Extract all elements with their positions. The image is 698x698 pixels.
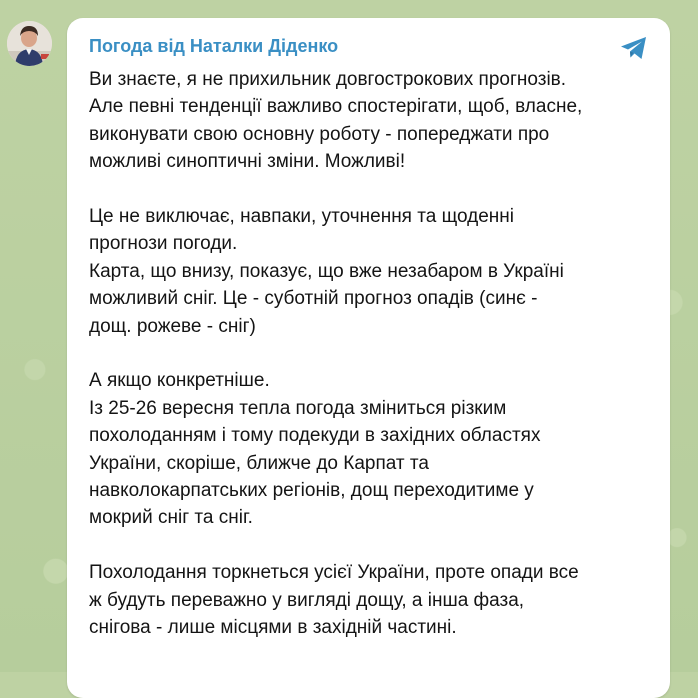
message-line: Похолодання торкнеться усієї України, проте опади все [89,562,579,584]
message-paragraph [89,367,659,531]
message-line: ж будуть переважно у вигляді дощу, а інша фаза, [89,589,525,611]
message-line: Ви знаєте, я не прихильник довгострокових прогнозів. [89,69,567,90]
message-line: Із 25-26 вересня тепла погода зміниться різким [89,397,507,419]
message-line: можливий сніг. Це - суботній прогноз опадів (синє - [89,288,538,310]
message-line: мокрий сніг та сніг. [89,507,253,529]
message-line: виконувати свою основну роботу - попереджати про [89,123,550,145]
channel-name[interactable]: Погода від Наталки Діденко [89,36,339,56]
message-line: України, скоріше, ближче до Карпат та [89,452,429,474]
channel-avatar[interactable] [7,21,52,66]
share-button[interactable] [618,32,650,64]
message-line: похолоданням і тому подекуди в західних областях [89,425,541,447]
telegram-paper-plane-icon [618,32,650,64]
message-text [89,66,659,669]
message-paragraph [89,559,659,641]
message-bubble [67,18,670,698]
avatar-photo-icon [7,21,52,66]
message-line: навколокарпатських регіонів, дощ переходитиме у [89,480,534,502]
message-line: можливі синоптичні зміни. Можливі! [89,151,406,173]
message-line: прогнози погоди. [89,233,238,255]
message-line: снігова - лише місцями в західній частині. [89,617,457,639]
message-line: Але певні тенденції важливо спостерігати, щоб, власне, [89,96,583,118]
message-paragraph [89,203,659,340]
message-line: Це не виключає, навпаки, уточнення та щоденні [89,206,515,228]
message-line: дощ. рожеве - сніг) [89,315,256,337]
message-line: Карта, що внизу, показує, що вже незабаром в Україні [89,260,564,282]
message-paragraph [89,66,659,176]
message-line: А якщо конкретніше. [89,370,270,392]
